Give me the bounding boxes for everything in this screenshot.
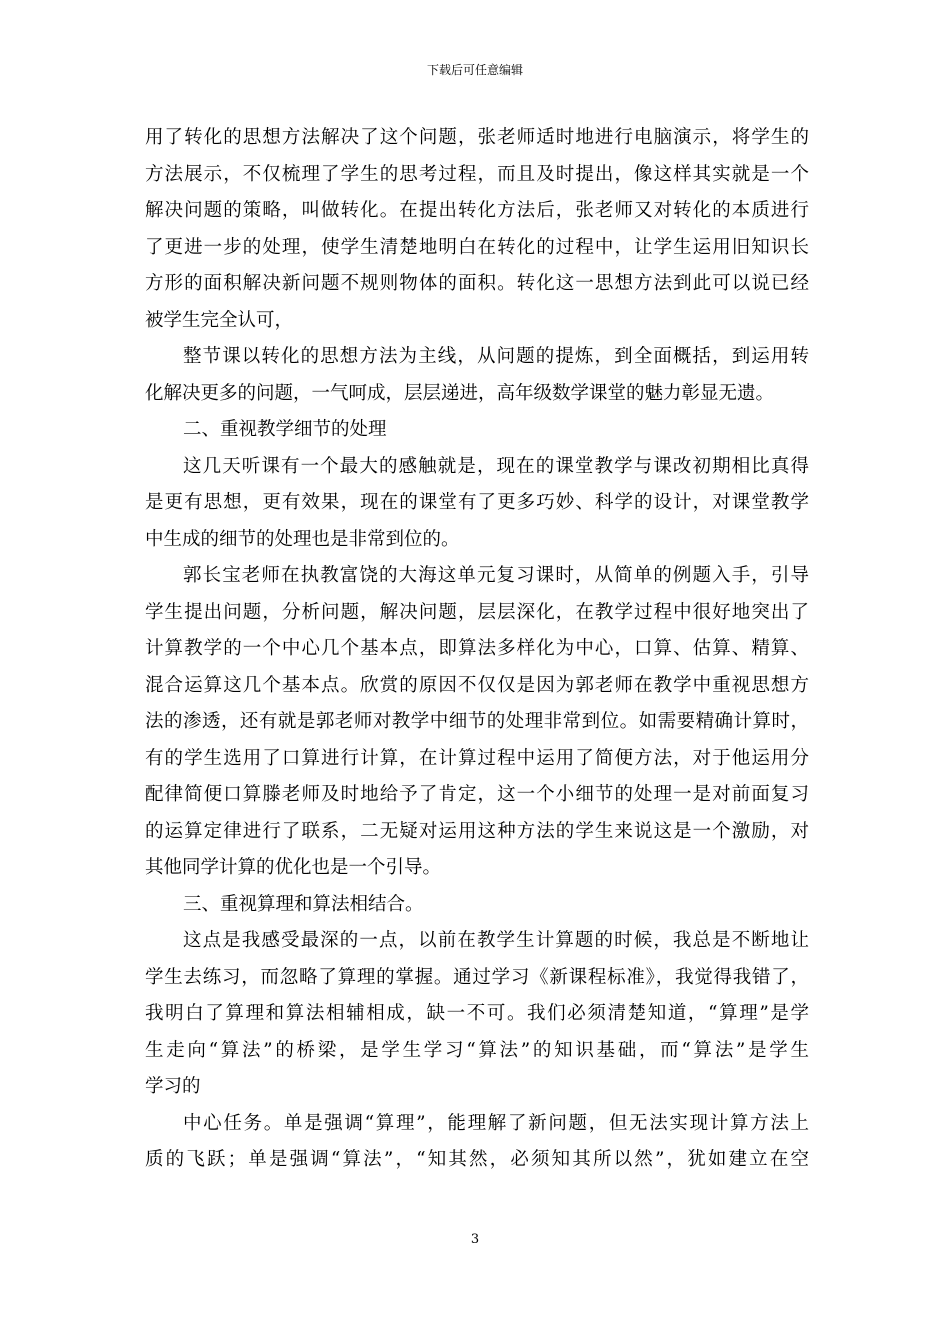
text-line: 方形的面积解决新问题不规则物体的面积。转化这一思想方法到此可以说已经	[145, 273, 809, 294]
text-line: 学习的	[145, 1076, 201, 1097]
text-line: 计算教学的一个中心几个基本点，即算法多样化为中心，口算、估算、精算、	[145, 638, 809, 659]
text-line: 方法展示，不仅梳理了学生的思考过程，而且及时提出，像这样其实就是一个	[145, 163, 809, 185]
text-line: 用了转化的思想方法解决了这个问题，张老师适时地进行电脑演示，将学生的	[145, 127, 809, 148]
page-header: 下载后可任意编辑	[426, 63, 523, 77]
document-body	[145, 120, 809, 1179]
paragraph-first-line: 整节课以转化的思想方法为主线，从问题的提炼，到全面概括，到运用转	[183, 346, 809, 367]
section-heading: 二、重视教学细节的处理	[183, 419, 387, 440]
text-line: 被学生完全认可，	[145, 309, 294, 331]
paragraph-first-line: 这几天听课有一个最大的感触就是，现在的课堂教学与课改初期相比真得	[183, 455, 809, 477]
paragraph-first-line: 这点是我感受最深的一点，以前在教学生计算题的时候，我总是不断地让	[183, 930, 809, 951]
text-line: 混合运算这几个基本点。欣赏的原因不仅仅是因为郭老师在教学中重视思想方	[145, 674, 809, 696]
text-line: 是更有思想，更有效果，现在的课堂有了更多巧妙、科学的设计，对课堂教学	[145, 492, 809, 513]
text-line: 解决问题的策略，叫做转化。在提出转化方法后，张老师又对转化的本质进行	[145, 200, 809, 221]
page-number: 3	[470, 1232, 480, 1247]
text-line: 其他同学计算的优化也是一个引导。	[145, 857, 442, 878]
section-heading: 三、重视算理和算法相结合。	[183, 893, 424, 915]
text-line: 配律简便口算滕老师及时地给予了肯定，这一个小细节的处理一是对前面复习	[145, 784, 809, 805]
text-line: 的运算定律进行了联系，二无疑对运用这种方法的学生来说这是一个激励，对	[145, 820, 809, 842]
text-line: 学生提出问题，分析问题，解决问题，层层深化，在教学过程中很好地突出了	[145, 601, 809, 623]
text-line: 有的学生选用了口算进行计算，在计算过程中运用了简便方法，对于他运用分	[145, 747, 809, 769]
text-line: 生走向“算法”的桥梁，是学生学习“算法”的知识基础，而“算法”是学生	[145, 1039, 809, 1061]
text-line: 质的飞跃；单是强调“算法”，“知其然，必须知其所以然”，犹如建立在空	[145, 1149, 809, 1170]
paragraph-first-line: 中心任务。单是强调“算理”，能理解了新问题，但无法实现计算方法上	[183, 1112, 809, 1134]
text-line: 化解决更多的问题，一气呵成，层层递进，高年级数学课堂的魅力彰显无遗。	[145, 382, 775, 404]
text-line: 中生成的细节的处理也是非常到位的。	[145, 528, 460, 550]
text-line: 学生去练习，而忽略了算理的掌握。通过学习《新课程标准》，我觉得我错了，	[145, 966, 809, 988]
text-line: 我明白了算理和算法相辅相成，缺一不可。我们必须清楚知道，“算理”是学	[145, 1003, 809, 1024]
text-line: 法的渗透，还有就是郭老师对教学中细节的处理非常到位。如需要精确计算时，	[145, 711, 809, 732]
text-line: 了更进一步的处理，使学生清楚地明白在转化的过程中，让学生运用旧知识长	[145, 236, 809, 258]
paragraph-first-line: 郭长宝老师在执教富饶的大海这单元复习课时，从简单的例题入手，引导	[183, 565, 809, 586]
